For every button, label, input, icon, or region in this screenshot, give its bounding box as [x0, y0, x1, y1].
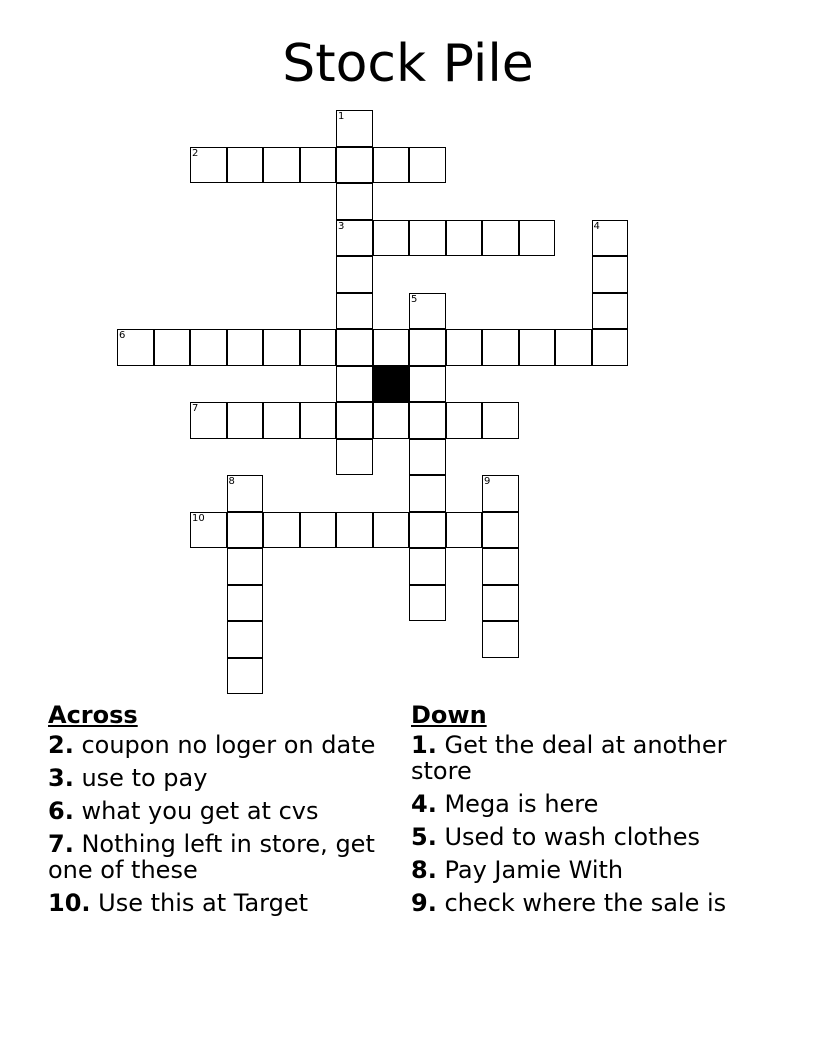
grid-cell[interactable] — [227, 475, 264, 512]
grid-cell[interactable] — [409, 220, 446, 257]
grid-cell[interactable] — [227, 658, 264, 695]
clue-text: Mega is here — [444, 790, 599, 818]
grid-cell[interactable] — [263, 512, 300, 549]
grid-cell[interactable] — [409, 439, 446, 476]
grid-cell[interactable] — [373, 329, 410, 366]
grid-cell[interactable] — [409, 402, 446, 439]
grid-cell[interactable] — [519, 220, 556, 257]
across-heading: Across — [48, 701, 138, 729]
grid-cell[interactable] — [336, 220, 373, 257]
grid-cell[interactable] — [336, 183, 373, 220]
clue-number: 10. — [48, 889, 91, 917]
down-clues — [411, 700, 741, 923]
grid-cell[interactable] — [227, 402, 264, 439]
grid-cell[interactable] — [555, 329, 592, 366]
grid-cell[interactable] — [263, 402, 300, 439]
clue-number: 6. — [48, 797, 74, 825]
grid-cell[interactable] — [446, 329, 483, 366]
grid-cell[interactable] — [190, 147, 227, 184]
clue-text: Used to wash clothes — [444, 823, 701, 851]
clue-number: 8. — [411, 856, 437, 884]
cell-number: 4 — [593, 220, 600, 232]
grid-cell[interactable] — [409, 366, 446, 403]
grid-cell[interactable] — [190, 329, 227, 366]
grid-cell[interactable] — [519, 329, 556, 366]
clue-text: coupon no loger on date — [81, 731, 376, 759]
grid-cell[interactable] — [117, 329, 154, 366]
grid-cell[interactable] — [409, 585, 446, 622]
clue-text: use to pay — [81, 764, 208, 792]
grid-cell[interactable] — [592, 256, 629, 293]
across-clues — [48, 700, 378, 923]
clue-number: 3. — [48, 764, 74, 792]
grid-cell[interactable] — [409, 329, 446, 366]
grid-cell[interactable] — [482, 548, 519, 585]
grid-cell[interactable] — [190, 402, 227, 439]
grid-cell[interactable] — [373, 512, 410, 549]
clue-number: 2. — [48, 731, 74, 759]
grid-cell[interactable] — [336, 293, 373, 330]
grid-cell[interactable] — [336, 402, 373, 439]
grid-cell[interactable] — [227, 548, 264, 585]
down-heading: Down — [411, 701, 487, 729]
grid-cell[interactable] — [482, 329, 519, 366]
grid-cell[interactable] — [227, 329, 264, 366]
grid-cell[interactable] — [482, 512, 519, 549]
grid-cell[interactable] — [409, 475, 446, 512]
grid-cell[interactable] — [336, 147, 373, 184]
grid-cell[interactable] — [336, 329, 373, 366]
cell-number: 5 — [411, 293, 418, 305]
grid-cell[interactable] — [592, 220, 629, 257]
cell-number: 3 — [338, 220, 345, 232]
grid-cell[interactable] — [300, 402, 337, 439]
clue-across — [48, 732, 378, 758]
grid-cell[interactable] — [300, 512, 337, 549]
clue-across — [48, 890, 378, 916]
grid-cell[interactable] — [592, 293, 629, 330]
clue-text: Get the deal at another store — [411, 731, 727, 785]
grid-cell[interactable] — [446, 220, 483, 257]
grid-cell[interactable] — [482, 585, 519, 622]
grid-cell[interactable] — [300, 147, 337, 184]
clue-down — [411, 791, 741, 817]
cell-number: 7 — [192, 403, 199, 414]
grid-cell[interactable] — [336, 439, 373, 476]
grid-cell[interactable] — [373, 402, 410, 439]
grid-cell[interactable] — [227, 585, 264, 622]
black-square — [373, 366, 410, 403]
clue-text: Use this at Target — [98, 889, 309, 917]
clue-number: 4. — [411, 790, 437, 818]
clue-down — [411, 824, 741, 850]
cell-number: 2 — [192, 147, 199, 159]
grid-cell[interactable] — [409, 147, 446, 184]
clue-number: 7. — [48, 830, 74, 858]
grid-cell[interactable] — [409, 548, 446, 585]
clue-down — [411, 890, 741, 916]
puzzle-title: Stock Pile — [282, 34, 534, 94]
clue-text: what you get at cvs — [81, 797, 319, 825]
clue-number: 5. — [411, 823, 437, 851]
cell-number: 1 — [338, 111, 345, 122]
clue-text: Pay Jamie With — [444, 856, 624, 884]
grid-cell[interactable] — [154, 329, 191, 366]
grid-cell[interactable] — [482, 402, 519, 439]
grid-cell[interactable] — [409, 293, 446, 330]
grid-cell[interactable] — [482, 621, 519, 658]
grid-cell[interactable] — [263, 147, 300, 184]
clue-across — [48, 831, 378, 883]
clue-across — [48, 798, 378, 824]
grid-cell[interactable] — [446, 512, 483, 549]
grid-cell[interactable] — [227, 147, 264, 184]
grid-cell[interactable] — [446, 402, 483, 439]
cell-number: 6 — [119, 330, 126, 341]
clue-number: 9. — [411, 889, 437, 917]
clue-text: check where the sale is — [444, 889, 727, 917]
grid-cell[interactable] — [227, 621, 264, 658]
grid-cell[interactable] — [336, 512, 373, 549]
grid-cell[interactable] — [373, 147, 410, 184]
grid-cell[interactable] — [336, 256, 373, 293]
clue-down — [411, 857, 741, 883]
grid-cell[interactable] — [482, 220, 519, 257]
cell-number: 8 — [228, 476, 235, 487]
grid-cell[interactable] — [227, 512, 264, 549]
cell-number: 10 — [192, 512, 205, 524]
cell-number: 9 — [484, 476, 491, 487]
clue-number: 1. — [411, 731, 437, 759]
clue-down — [411, 732, 741, 784]
grid-cell[interactable] — [336, 366, 373, 403]
clue-across — [48, 765, 378, 791]
grid-cell[interactable] — [190, 512, 227, 549]
grid-cell[interactable] — [263, 329, 300, 366]
grid-cell[interactable] — [409, 512, 446, 549]
grid-cell[interactable] — [482, 475, 519, 512]
grid-cell[interactable] — [373, 220, 410, 257]
grid-cell[interactable] — [592, 329, 629, 366]
grid-cell[interactable] — [300, 329, 337, 366]
grid-cell[interactable] — [336, 110, 373, 147]
clue-text: Nothing left in store, get one of these — [48, 830, 375, 884]
